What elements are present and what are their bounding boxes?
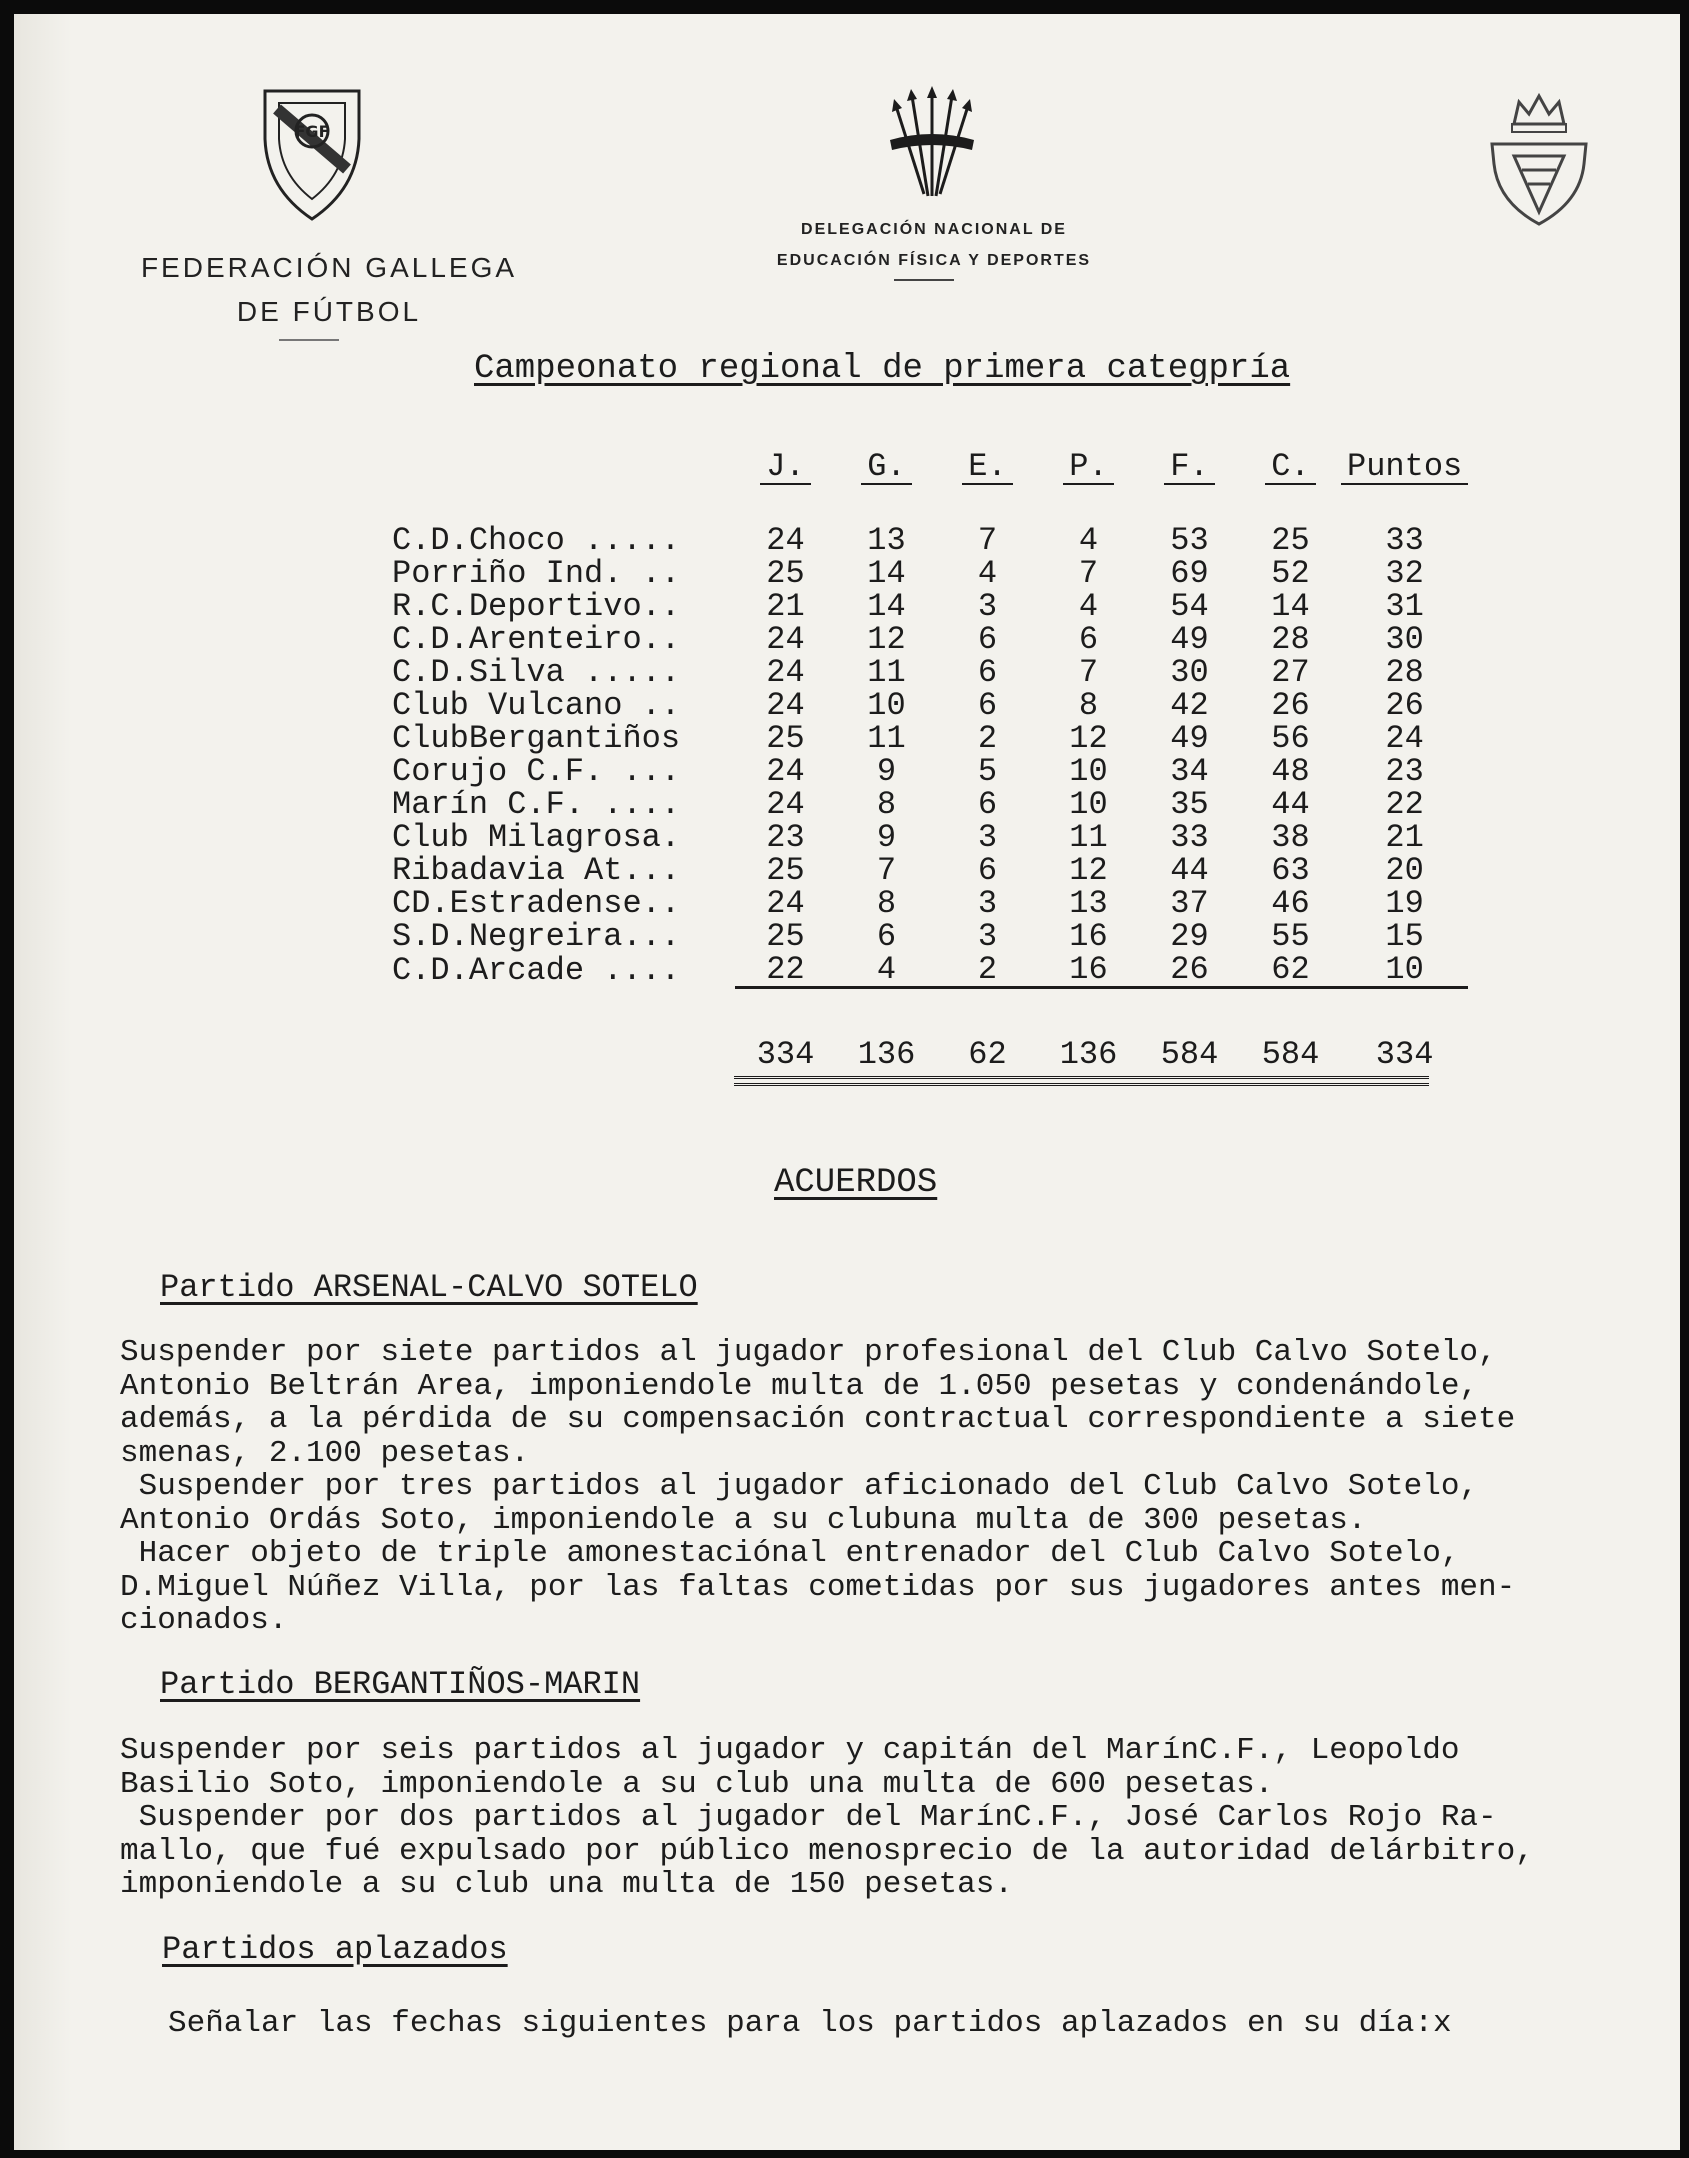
team-name: C.D.Choco ..... [392,522,681,559]
team-name: Ribadavia At... [392,852,681,889]
cell-g: 11 [867,720,906,757]
section-text-arsenal-calvo-sotelo: Suspender por siete partidos al jugador profesional del Club Calvo Sotelo, Antonio Beltrán Area, imponiendole multa de 1.050 pesetas y condenándole, además, a la pérdida de su compensación contractual correspondiente a siete smenas, 2.100 pesetas. Suspender por tres partidos al jugador aficionado del Club Calvo Sotelo, Antonio Ordás Soto, imponiendole a su clubuna multa de 300 pesetas. Hacer objeto de triple amonestaciónal entrenador del Club Calvo Sotelo, D.Miguel Núñez Villa, por las faltas cometidas por sus jugadores antes men- cionados. [120,1335,1516,1638]
cell-j: 24 [766,786,805,823]
cell-p: 6 [1078,621,1099,658]
cell-f: 49 [1170,720,1209,757]
header-puntos: Puntos [1341,450,1468,524]
team-name: C.D.Arcade .... [392,951,681,989]
cell-f: 69 [1170,555,1209,592]
cell-pts: 19 [1385,885,1424,922]
cell-c: 44 [1271,786,1310,823]
cell-j: 22 [735,953,836,988]
cell-e: 3 [977,819,998,856]
cell-c: 55 [1271,918,1310,955]
cell-f: 34 [1170,753,1209,790]
cell-c: 28 [1271,621,1310,658]
table-row [392,788,1468,821]
cell-e: 3 [977,588,998,625]
cell-c: 48 [1271,753,1310,790]
cell-pts: 26 [1385,687,1424,724]
cell-f: 26 [1139,953,1240,988]
galician-football-federation-crest-icon [257,79,367,229]
cell-c: 25 [1271,522,1310,559]
cell-p: 16 [1038,953,1139,988]
cell-p: 12 [1069,852,1108,889]
table-row [392,887,1468,920]
section-title-arsenal-calvo-sotelo: Partido ARSENAL-CALVO SOTELO [160,1269,698,1306]
cell-j: 24 [766,621,805,658]
cell-f: 42 [1170,687,1209,724]
table-row [392,722,1468,755]
header-e: E. [937,450,1038,524]
cell-p: 4 [1078,588,1099,625]
standings-body [392,524,1468,988]
team-name: R.C.Deportivo.. [392,588,681,625]
cell-p: 7 [1078,654,1099,691]
crowned-federation-shield-icon [1484,84,1594,234]
cell-c: 63 [1271,852,1310,889]
cell-j: 25 [766,720,805,757]
cell-pts: 30 [1385,621,1424,658]
cell-p: 13 [1069,885,1108,922]
cell-e: 6 [977,621,998,658]
total-puntos: 334 [1375,1036,1434,1073]
delegation-name-line2: EDUCACIÓN FÍSICA Y DEPORTES [776,252,1092,269]
section-title-bergantinos-marin: Partido BERGANTIÑOS-MARIN [160,1666,641,1703]
cell-p: 7 [1078,555,1099,592]
table-row [392,953,1468,988]
cell-c: 14 [1271,588,1310,625]
cell-pts: 32 [1385,555,1424,592]
cell-p: 10 [1069,753,1108,790]
cell-g: 14 [867,588,906,625]
cell-g: 6 [876,918,897,955]
cell-c: 38 [1271,819,1310,856]
cell-pts: 23 [1385,753,1424,790]
team-name: Corujo C.F. ... [392,753,681,790]
cell-pts: 20 [1385,852,1424,889]
cell-f: 44 [1170,852,1209,889]
cell-p: 4 [1078,522,1099,559]
cell-g: 7 [876,852,897,889]
cell-e: 6 [977,786,998,823]
cell-pts: 22 [1385,786,1424,823]
cell-pts: 10 [1341,953,1468,988]
header-f: F. [1139,450,1240,524]
cell-g: 9 [876,753,897,790]
cell-pts: 15 [1385,918,1424,955]
team-name: Club Milagrosa. [392,819,681,856]
team-name: Marín C.F. .... [392,786,681,823]
cell-c: 62 [1240,953,1341,988]
acuerdos-heading: ACUERDOS [774,1164,938,1202]
total-c: 584 [1261,1036,1320,1073]
cell-j: 25 [766,555,805,592]
cell-j: 23 [766,819,805,856]
cell-e: 6 [977,654,998,691]
cell-g: 8 [876,786,897,823]
total-f: 584 [1160,1036,1219,1073]
cell-f: 37 [1170,885,1209,922]
team-name: C.D.Silva ..... [392,654,681,691]
cell-j: 24 [766,522,805,559]
cell-j: 24 [766,753,805,790]
cell-p: 16 [1069,918,1108,955]
cell-g: 4 [836,953,937,988]
delegation-name-line1: DELEGACIÓN NACIONAL DE [801,221,1067,238]
federation-name [114,246,544,334]
header-c: C. [1240,450,1341,524]
cell-p: 11 [1069,819,1108,856]
cell-e: 6 [977,687,998,724]
cell-f: 30 [1170,654,1209,691]
table-row [392,524,1468,557]
cell-g: 12 [867,621,906,658]
cell-pts: 31 [1385,588,1424,625]
total-j: 334 [756,1036,815,1073]
cell-f: 35 [1170,786,1209,823]
cell-g: 14 [867,555,906,592]
section-text-bergantinos-marin: Suspender por seis partidos al jugador y capitán del MarínC.F., Leopoldo Basilio Soto, imponiendole a su club una multa de 600 pesetas. Suspender por dos partidos al jugador del MarínC.F., José Carlos Rojo Ra- mallo, que fué expulsado por público menosprecio de la autoridad delárbitro, imponiendole a su club una multa de 150 pesetas. [120,1733,1534,1902]
federation-name-line2: DE FÚTBOL [236,296,422,327]
cell-g: 9 [876,819,897,856]
table-row [392,854,1468,887]
totals-row [392,988,1468,1076]
cell-j: 24 [766,885,805,922]
total-e: 62 [968,1036,1007,1073]
team-name: ClubBergantiños [392,720,681,757]
cell-f: 33 [1170,819,1209,856]
yoke-and-arrows-emblem-icon [882,84,982,204]
total-p: 136 [1059,1036,1118,1073]
cell-g: 13 [867,522,906,559]
table-row [392,689,1468,722]
table-row [392,755,1468,788]
header-team [392,450,735,524]
cell-f: 54 [1170,588,1209,625]
document-page [14,14,1680,2150]
delegation-name [714,214,1154,276]
cell-c: 26 [1271,687,1310,724]
federation-name-line1: FEDERACIÓN GALLEGA [140,252,518,283]
cell-p: 10 [1069,786,1108,823]
cell-e: 4 [977,555,998,592]
section-text-partidos-aplazados: Señalar las fechas siguientes para los partidos aplazados en su día:x [168,2006,1452,2041]
cell-p: 8 [1078,687,1099,724]
standings-table [392,450,1468,1075]
cell-e: 7 [977,522,998,559]
cell-pts: 33 [1385,522,1424,559]
table-header-row [392,450,1468,524]
cell-c: 56 [1271,720,1310,757]
cell-e: 3 [977,885,998,922]
team-name: Porriño Ind. .. [392,555,681,592]
table-row [392,920,1468,953]
cell-pts: 21 [1385,819,1424,856]
table-row [392,590,1468,623]
cell-j: 25 [766,852,805,889]
cell-c: 52 [1271,555,1310,592]
header-p: P. [1038,450,1139,524]
cell-p: 12 [1069,720,1108,757]
total-g: 136 [857,1036,916,1073]
cell-e: 3 [977,918,998,955]
cell-g: 10 [867,687,906,724]
document-title: Campeonato regional de primera categpría [474,350,1291,388]
section-title-partidos-aplazados: Partidos aplazados [162,1931,508,1968]
team-name: C.D.Arenteiro.. [392,621,681,658]
cell-f: 29 [1170,918,1209,955]
team-name: CD.Estradense.. [392,885,681,922]
svg-text:FGF: FGF [294,122,330,141]
cell-g: 8 [876,885,897,922]
cell-pts: 24 [1385,720,1424,757]
cell-e: 2 [937,953,1038,988]
team-name: S.D.Negreira... [392,918,681,955]
cell-j: 25 [766,918,805,955]
cell-f: 53 [1170,522,1209,559]
cell-g: 11 [867,654,906,691]
table-row [392,623,1468,656]
federation-rule [279,339,339,341]
cell-j: 21 [766,588,805,625]
cell-c: 46 [1271,885,1310,922]
cell-c: 27 [1271,654,1310,691]
cell-j: 24 [766,654,805,691]
delegation-rule [894,279,954,281]
cell-j: 24 [766,687,805,724]
header-g: G. [836,450,937,524]
totals-double-rule [734,1076,1429,1086]
cell-e: 6 [977,852,998,889]
table-row [392,557,1468,590]
table-row [392,656,1468,689]
cell-f: 49 [1170,621,1209,658]
cell-e: 5 [977,753,998,790]
totals-label [392,988,735,1076]
team-name: Club Vulcano .. [392,687,681,724]
cell-pts: 28 [1385,654,1424,691]
cell-e: 2 [977,720,998,757]
header-j: J. [735,450,836,524]
table-row [392,821,1468,854]
